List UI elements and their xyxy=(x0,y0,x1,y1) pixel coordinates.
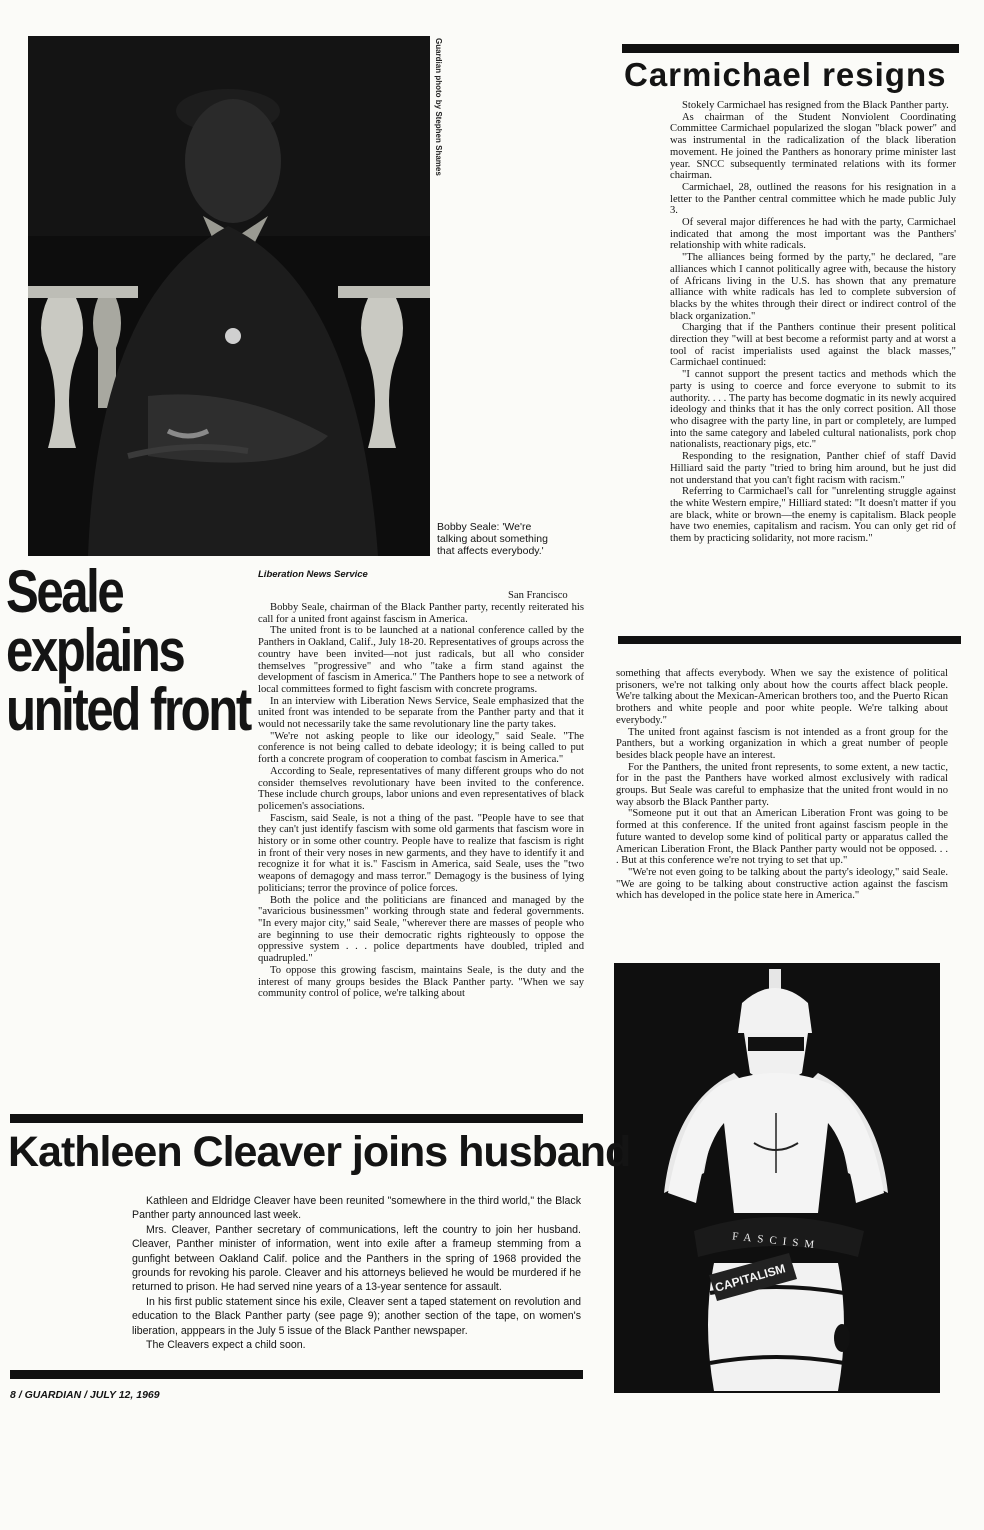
article-paragraph: According to Seale, representatives of many different groups who do not consider themselves revolutionary have been invited to the conference. These include church groups, labor unions and even representatives of black policemen's associations. xyxy=(258,765,584,812)
article-paragraph: The united front against fascism is not intended as a front group for the Panthers, but a working organization in which a great number of people besides black people have an interest. xyxy=(616,726,948,761)
article-paragraph: something that affects everybody. When we say the existence of political prisoners, we're not talking only about how the courts affect black people. We're talking about the Mexican-American brothers too, and the Puerto Rican brothers and white people and poor white people. We're talking about everybody." xyxy=(616,668,948,726)
page-folio: 8 / GUARDIAN / JULY 12, 1969 xyxy=(10,1389,160,1401)
seale-headline-line: Seale xyxy=(6,558,123,625)
seale-headline-line: united front xyxy=(6,676,250,743)
seale-dateline: San Francisco xyxy=(508,590,568,601)
article-paragraph: Mrs. Cleaver, Panther secretary of communications, left the country to join her husband. Cleaver, Panther minister of information, went into exile after a frameup stemming from a gunfight between Oakland Calif. police and the Panthers in the spring of 1968 provided the grounds for revoking his parole. Cleaver and his attorneys believed he would be murdered if he returned to prison. He had served nine years of a 13-year sentence for assault. xyxy=(132,1223,581,1294)
article-paragraph: The united front is to be launched at a national conference called by the Panthers in Oakland, Calif., July 18-20. Representatives of groups across the country have been invited—not just radicals, but all who consider themselves "progressive" and who "take a firm stand against the development of fascism in America." The Panthers hope to see a network of local committees formed to fight fascism with concrete programs. xyxy=(258,625,584,695)
article-paragraph: For the Panthers, the united front represents, to some extent, a new tactic, for in the past the Panthers have worked almost exclusively with radical groups. But Seale was careful to emphasize that the united front would in no way absorb the Black Panther party. xyxy=(616,761,948,808)
carmichael-headline: Carmichael resigns xyxy=(624,56,947,93)
article-paragraph: Both the police and the politicians are financed and managed by the "avaricious businessmen" working through state and federal governments. "In every major city," said Seale, "wherever there are masses of people who are beginning to use their democratic rights righteously to oppose the oppressive system . . . police departments have doubled, tripled and quadrupled." xyxy=(258,894,584,965)
article-paragraph: Fascism, said Seale, is not a thing of the past. "People have to see that they can't just identify fascism with some old garments that fascism wore in history or in some other country. People have to realize that fascism is right in front of their very noses in new garments, and they have to identify it and recognize it for what it is." Fascism in America, said Seale, uses the "two weapons of demagogy and mass terror." Demagogy is the business of lying politicians; terror the province of police forces. xyxy=(258,812,584,894)
cleaver-bottom-rule xyxy=(10,1370,583,1379)
seale-headline-line: explains xyxy=(6,617,184,684)
article-paragraph: "We're not even going to be talking about the party's ideology," said Seale. "We are going to be talking about constructive action against the fascism which has developed in the police state here in America." xyxy=(616,866,948,902)
article-paragraph: Kathleen and Eldridge Cleaver have been reunited "somewhere in the third world," the Black Panther party announced last week. xyxy=(132,1195,581,1222)
seale-photo xyxy=(28,36,430,556)
carmichael-bottom-rule xyxy=(618,636,961,644)
cleaver-headline: Kathleen Cleaver joins husband xyxy=(8,1128,631,1176)
article-paragraph: To oppose this growing fascism, maintains Seale, is the duty and the interest of many groups besides the Black Panther party. "When we say community control of police, we're talking about xyxy=(258,964,584,1000)
article-paragraph: "The alliances being formed by the party," he declared, "are alliances which I cannot politically agree with, because the history of Africans living in the U.S. has shown that any premature alliance with white radicals has led to complete subversion of blacks by the whites through their direct or indirect control of the black organization." xyxy=(670,252,956,322)
article-paragraph: Of several major differences he had with the party, Carmichael indicated that among the most important was the Panthers' relationship with white radicals. xyxy=(670,217,956,252)
carmichael-article xyxy=(670,100,956,545)
article-paragraph: As chairman of the Student Nonviolent Coordinating Committee Carmichael popularized the slogan "black power" and was instrumental in the radicalization of the black liberation movement. He joined the Panthers as honorary prime minister last year. SNCC subsequently terminated relations with its former chairman. xyxy=(670,111,956,182)
photo-caption: Bobby Seale: 'We're talking about something that affects everybody.' xyxy=(437,521,548,557)
cartoon-illustration xyxy=(614,963,940,1393)
article-paragraph: The Cleavers expect a child soon. xyxy=(146,1339,306,1352)
article-paragraph: Carmichael, 28, outlined the reasons for his resignation in a letter to the Panther central committee which he made public July 3. xyxy=(670,181,956,217)
seale-article-col1 xyxy=(258,602,584,1000)
article-paragraph: Stokely Carmichael has resigned from the Black Panther party. xyxy=(682,100,949,111)
carmichael-top-rule xyxy=(622,44,959,53)
seale-byline-source: Liberation News Service xyxy=(258,569,368,580)
article-paragraph: "Someone put it out that an American Liberation Front was going to be formed at this conference. If the united front against fascism people in the future wanted to develop some kind of political party or apparatus called the American Liberation Front, the Black Panther party would not be opposed. . . . But at this conference we're not trying to set that up." xyxy=(616,808,948,867)
cartoon-image xyxy=(614,963,940,1393)
cartoon-sash-text: FASCISM xyxy=(731,1230,821,1252)
cleaver-article xyxy=(132,1194,581,1352)
article-paragraph: Charging that if the Panthers continue their present political direction they "will at best become a reformist party and at worst a tool of racist imperialists used against the black masses," Carmichael continued: xyxy=(670,322,956,369)
article-paragraph: Bobby Seale, chairman of the Black Panther party, recently reiterated his call for a united front against fascism in America. xyxy=(258,602,584,625)
photo-credit: Guardian photo by Stephen Shames xyxy=(434,38,443,176)
article-paragraph: Responding to the resignation, Panther chief of staff David Hilliard said the party "tried to bring him around, but he just did not understand that you can't fight racism with racism." xyxy=(670,451,956,486)
seale-article-col2 xyxy=(616,668,948,902)
article-paragraph: In an interview with Liberation News Service, Seale emphasized that the united front was intended to be separate from the Panther party and that it would not necessarily take the same revolutionary line the party takes. xyxy=(258,695,584,731)
article-paragraph: "We're not asking people to like our ideology," said Seale. "The conference is not being called to debate ideology; it is being called to put forth a concrete program of cooperation to combat fascism in America." xyxy=(258,730,584,766)
cartoon-barrel-text: CAPITALISM xyxy=(713,1261,787,1295)
article-paragraph: "I cannot support the present tactics and methods which the party is using to coerce and force everyone to submit to its authority. . . . The party has become dogmatic in its newly acquired ideology and thinks that it has the only correct position. All those who disagree with the party line, in part or completely, are lumped into the same category and labeled cultural nationalists, pork chop nationalists, reactionary pigs, etc." xyxy=(670,369,956,451)
cleaver-top-rule xyxy=(10,1114,583,1123)
seale-photo-image xyxy=(28,36,430,556)
article-paragraph: In his first public statement since his exile, Cleaver sent a taped statement on revolution and education to the Black Panther party (see page 9); another section of the tape, on women's liberation, apppears in the July 5 issue of the Black Panther newspaper. xyxy=(132,1295,581,1337)
seale-headline xyxy=(6,558,250,743)
article-paragraph: Referring to Carmichael's call for "unrelenting struggle against the white Western empire," Hilliard stated: "It doesn't matter if you are black, white or brown—the enemy is capitalism. Black people have two enemies, capitalism and racism. You can only get rid of them by practicing solidarity, not more racism." xyxy=(670,486,956,545)
